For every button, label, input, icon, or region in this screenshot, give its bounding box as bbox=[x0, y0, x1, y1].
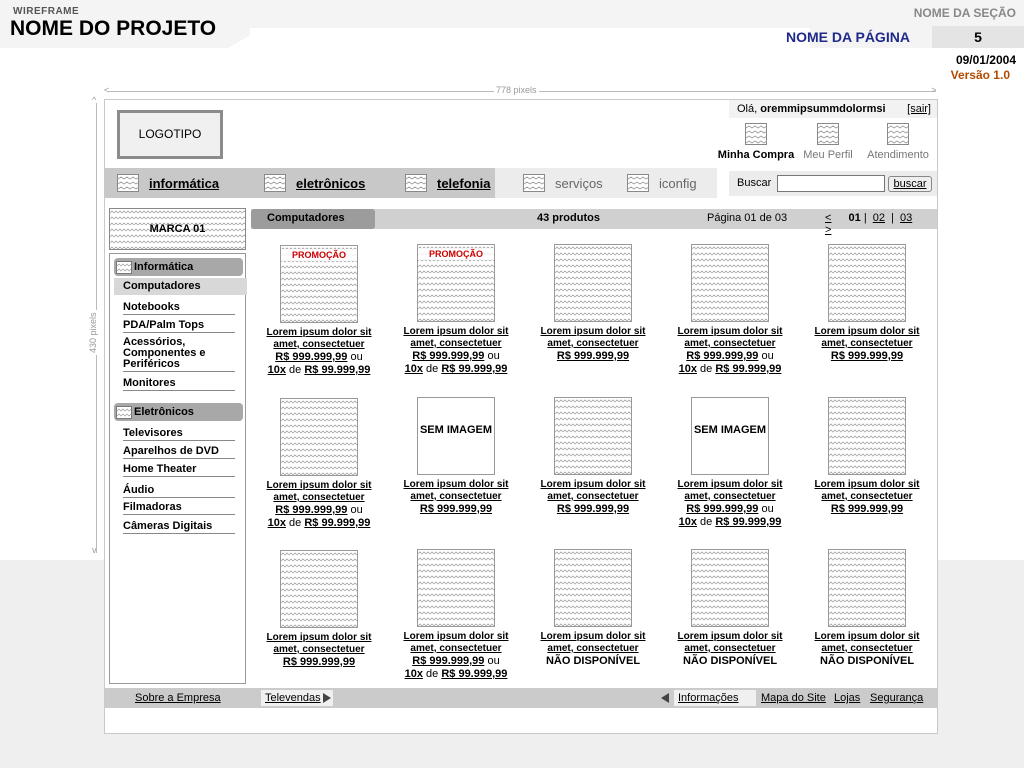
product-card[interactable] bbox=[257, 398, 381, 530]
nav-eletronicos[interactable] bbox=[264, 174, 365, 192]
search-label: Buscar bbox=[737, 177, 772, 189]
product-image[interactable] bbox=[417, 244, 495, 322]
product-desc[interactable]: Lorem ipsum dolor sit amet, consectetuer bbox=[814, 631, 920, 654]
product-price-line bbox=[257, 351, 381, 364]
product-image[interactable] bbox=[691, 244, 769, 322]
product-price-line bbox=[394, 350, 518, 363]
sidebar-item-pda[interactable]: PDA/Palm Tops bbox=[123, 320, 235, 333]
product-card[interactable] bbox=[668, 397, 792, 529]
product-image[interactable] bbox=[280, 550, 358, 628]
pager-sep: | bbox=[891, 212, 894, 224]
product-card[interactable] bbox=[668, 549, 792, 668]
product-price: R$ 999.999,99 bbox=[556, 350, 630, 362]
promo-badge: PROMOÇÃO bbox=[418, 248, 494, 260]
product-price: R$ 999.999,99 bbox=[412, 350, 485, 362]
product-desc[interactable]: Lorem ipsum dolor sit amet, consectetuer bbox=[814, 479, 920, 502]
image-placeholder-icon bbox=[829, 550, 905, 626]
width-guide-label: 778 pixels bbox=[496, 85, 537, 95]
quick-link-label: Meu Perfil bbox=[803, 149, 853, 161]
wireframe-date: 09/01/2004 bbox=[955, 53, 1016, 67]
product-price-line bbox=[668, 350, 792, 363]
sidebar-item-audio[interactable]: Áudio bbox=[123, 485, 235, 498]
user-greeting-box bbox=[729, 100, 937, 118]
product-price: R$ 999.999,99 bbox=[686, 503, 759, 515]
product-card[interactable] bbox=[257, 550, 381, 669]
width-guide-arrow-right: > bbox=[931, 85, 937, 95]
wireframe-version: Versão 1.0 bbox=[950, 68, 1010, 82]
product-price: R$ 999.999,99 bbox=[275, 504, 348, 516]
category-title: Informática bbox=[134, 261, 194, 273]
product-price: R$ 999.999,99 bbox=[830, 350, 904, 362]
sidebar-item-cameras[interactable]: Câmeras Digitais bbox=[123, 521, 235, 534]
installment-line bbox=[394, 668, 518, 681]
search-input[interactable] bbox=[777, 175, 885, 192]
category-header-informatica[interactable] bbox=[114, 258, 243, 276]
pager-next[interactable]: > bbox=[825, 224, 832, 236]
list-tab-computadores[interactable]: Computadores bbox=[251, 209, 375, 229]
wireframe-header-strip bbox=[250, 28, 810, 48]
product-price: R$ 999.999,99 bbox=[556, 503, 630, 515]
installments: 10x bbox=[267, 517, 286, 529]
installments: 10x bbox=[267, 364, 286, 376]
televendas-label: Televendas bbox=[265, 692, 321, 704]
or-text: ou bbox=[487, 350, 500, 362]
footer-link-seguranca[interactable]: Segurança bbox=[870, 692, 924, 704]
installments: 10x bbox=[678, 363, 697, 375]
product-image[interactable] bbox=[554, 244, 632, 322]
installment-line bbox=[257, 517, 381, 530]
eletronicos-icon bbox=[264, 174, 286, 192]
iconfig-icon bbox=[627, 174, 649, 192]
play-right-icon bbox=[323, 693, 331, 703]
image-placeholder-icon bbox=[692, 245, 768, 321]
promo-badge: PROMOÇÃO bbox=[281, 249, 357, 261]
product-desc[interactable]: Lorem ipsum dolor sit amet, consectetuer bbox=[403, 631, 509, 654]
no-image-label: SEM IMAGEM bbox=[693, 424, 767, 436]
product-card[interactable] bbox=[805, 244, 929, 363]
of-text: de bbox=[289, 364, 302, 376]
image-placeholder-icon bbox=[281, 551, 357, 627]
quick-link-atendimento[interactable] bbox=[861, 123, 935, 161]
product-card[interactable] bbox=[394, 244, 518, 376]
product-price: R$ 999.999,99 bbox=[830, 503, 904, 515]
product-desc[interactable]: Lorem ipsum dolor sit amet, consectetuer bbox=[540, 479, 646, 502]
product-price: R$ 999.999,99 bbox=[282, 656, 356, 668]
installments: 10x bbox=[404, 363, 423, 375]
unavailable-label: NÃO DISPONÍVEL bbox=[545, 655, 641, 667]
image-placeholder-icon bbox=[555, 245, 631, 321]
product-image[interactable] bbox=[828, 397, 906, 475]
username: oremmipsummdolormsi bbox=[760, 103, 886, 115]
image-placeholder-icon bbox=[829, 398, 905, 474]
of-text: de bbox=[426, 363, 439, 375]
quick-link-label: Minha Compra bbox=[717, 149, 795, 161]
product-desc[interactable]: Lorem ipsum dolor sit amet, consectetuer bbox=[403, 479, 509, 502]
installment-price: R$ 99.999,99 bbox=[715, 363, 782, 375]
logout-link[interactable]: [sair] bbox=[907, 103, 931, 115]
section-name: NOME DA SEÇÃO bbox=[913, 6, 1016, 20]
cart-icon bbox=[745, 123, 767, 145]
installment-price: R$ 99.999,99 bbox=[441, 668, 508, 680]
nav-label: serviços bbox=[555, 175, 603, 191]
image-placeholder-icon bbox=[555, 398, 631, 474]
nav-label: iconfig bbox=[659, 175, 697, 191]
image-placeholder-icon bbox=[418, 550, 494, 626]
nav-label: informática bbox=[149, 175, 220, 191]
product-desc[interactable]: Lorem ipsum dolor sit amet, consectetuer bbox=[677, 479, 783, 502]
no-image-label: SEM IMAGEM bbox=[419, 424, 493, 436]
installment-line bbox=[394, 363, 518, 376]
search-box bbox=[729, 171, 937, 196]
or-text: ou bbox=[350, 351, 363, 363]
page-name: NOME DA PÁGINA bbox=[786, 29, 910, 45]
of-text: de bbox=[426, 668, 439, 680]
brand-label: MARCA 01 bbox=[149, 223, 206, 235]
product-image[interactable] bbox=[691, 549, 769, 627]
play-left-icon bbox=[661, 693, 669, 703]
sidebar-item-monitores[interactable]: Monitores bbox=[123, 378, 235, 391]
nav-label: eletrônicos bbox=[296, 175, 366, 191]
product-image[interactable] bbox=[554, 397, 632, 475]
footer-link-sobre[interactable]: Sobre a Empresa bbox=[135, 692, 221, 704]
footer-bar bbox=[105, 688, 937, 708]
category-header-eletronicos[interactable] bbox=[114, 403, 243, 421]
or-text: ou bbox=[350, 504, 363, 516]
logo-placeholder[interactable]: LOGOTIPO bbox=[117, 110, 223, 159]
product-desc[interactable]: Lorem ipsum dolor sit amet, consectetuer bbox=[814, 326, 920, 349]
pager-current: 01 bbox=[848, 212, 861, 224]
installments: 10x bbox=[404, 668, 423, 680]
unavailable-label: NÃO DISPONÍVEL bbox=[819, 655, 915, 667]
user-greeting bbox=[737, 100, 886, 118]
product-price-line bbox=[668, 503, 792, 516]
quick-link-meu-perfil[interactable] bbox=[798, 123, 858, 161]
eletronicos-category-icon bbox=[116, 406, 132, 419]
quick-link-minha-compra[interactable] bbox=[711, 123, 801, 161]
product-card[interactable] bbox=[668, 244, 792, 376]
of-text: de bbox=[700, 516, 713, 528]
product-desc[interactable]: Lorem ipsum dolor sit amet, consectetuer bbox=[266, 327, 372, 350]
image-placeholder-icon bbox=[692, 550, 768, 626]
sidebar-item-acessorios[interactable]: Acessórios, Componentes e Periféricos bbox=[123, 337, 235, 372]
product-card[interactable] bbox=[394, 549, 518, 681]
height-guide-arrow-top: ^ bbox=[92, 95, 97, 105]
product-card[interactable] bbox=[257, 245, 381, 377]
unavailable-label: NÃO DISPONÍVEL bbox=[682, 655, 778, 667]
installment-price: R$ 99.999,99 bbox=[304, 364, 371, 376]
footer-informacoes[interactable] bbox=[674, 690, 756, 706]
product-desc[interactable]: Lorem ipsum dolor sit amet, consectetuer bbox=[266, 632, 372, 655]
installment-line bbox=[257, 364, 381, 377]
sidebar-item-televisores[interactable]: Televisores bbox=[123, 428, 235, 441]
profile-icon bbox=[817, 123, 839, 145]
installments: 10x bbox=[678, 516, 697, 528]
footer-link-mapa[interactable]: Mapa do Site bbox=[761, 692, 826, 704]
pager-sep: | bbox=[863, 212, 867, 224]
telefonia-icon bbox=[405, 174, 427, 192]
product-card[interactable] bbox=[531, 397, 655, 516]
search-button[interactable]: buscar bbox=[888, 176, 932, 192]
page-number: 5 bbox=[932, 26, 1024, 48]
pager-prev[interactable]: < bbox=[825, 212, 832, 224]
product-price-line bbox=[394, 655, 518, 668]
product-image[interactable] bbox=[417, 549, 495, 627]
informacoes-label: Informações bbox=[678, 692, 739, 704]
greeting-text: Olá, bbox=[737, 103, 758, 115]
sidebar-item-notebooks[interactable]: Notebooks bbox=[123, 302, 235, 315]
sidebar-item-dvd[interactable]: Aparelhos de DVD bbox=[123, 446, 235, 459]
category-title: Eletrônicos bbox=[134, 406, 194, 418]
product-desc[interactable]: Lorem ipsum dolor sit amet, consectetuer bbox=[266, 480, 372, 503]
product-price: R$ 999.999,99 bbox=[412, 655, 485, 667]
product-image[interactable] bbox=[280, 398, 358, 476]
product-image[interactable] bbox=[691, 397, 769, 475]
image-placeholder-icon bbox=[281, 399, 357, 475]
support-icon bbox=[887, 123, 909, 145]
product-card[interactable] bbox=[805, 397, 929, 516]
product-desc[interactable]: Lorem ipsum dolor sit amet, consectetuer bbox=[677, 326, 783, 349]
product-desc[interactable]: Lorem ipsum dolor sit amet, consectetuer bbox=[540, 326, 646, 349]
installment-price: R$ 99.999,99 bbox=[715, 516, 782, 528]
product-desc[interactable]: Lorem ipsum dolor sit amet, consectetuer bbox=[540, 631, 646, 654]
pager-page-3[interactable]: 03 bbox=[899, 212, 913, 224]
image-placeholder-icon bbox=[829, 245, 905, 321]
image-placeholder-icon bbox=[555, 550, 631, 626]
product-image[interactable] bbox=[554, 549, 632, 627]
page-frame bbox=[104, 99, 938, 734]
page-info: Página 01 de 03 bbox=[707, 212, 788, 224]
product-desc[interactable]: Lorem ipsum dolor sit amet, consectetuer bbox=[403, 326, 509, 349]
footer-link-lojas[interactable]: Lojas bbox=[834, 692, 861, 704]
product-list-bar bbox=[251, 209, 937, 236]
installment-line bbox=[668, 516, 792, 529]
height-guide-arrow-bottom: v bbox=[92, 545, 97, 555]
nav-servicos[interactable] bbox=[523, 174, 603, 192]
width-guide-arrow-left: < bbox=[104, 85, 110, 95]
installment-line bbox=[668, 363, 792, 376]
informatica-category-icon bbox=[116, 261, 132, 274]
product-card[interactable] bbox=[531, 549, 655, 668]
nav-informatica[interactable] bbox=[117, 174, 219, 192]
product-price: R$ 999.999,99 bbox=[275, 351, 348, 363]
height-guide-label: 430 pixels bbox=[88, 312, 98, 353]
product-image[interactable] bbox=[280, 245, 358, 323]
product-image[interactable] bbox=[417, 397, 495, 475]
product-count: 43 produtos bbox=[537, 212, 600, 224]
installment-price: R$ 99.999,99 bbox=[441, 363, 508, 375]
pager-page-2[interactable]: 02 bbox=[872, 212, 885, 224]
product-card[interactable] bbox=[394, 397, 518, 516]
nav-label: telefonia bbox=[437, 175, 491, 191]
product-image[interactable] bbox=[828, 244, 906, 322]
product-price: R$ 999.999,99 bbox=[419, 503, 493, 515]
product-price-line bbox=[257, 504, 381, 517]
installment-price: R$ 99.999,99 bbox=[304, 517, 371, 529]
brand-banner[interactable] bbox=[109, 208, 246, 250]
footer-televendas[interactable] bbox=[261, 690, 333, 706]
project-title: NOME DO PROJETO bbox=[10, 17, 217, 40]
of-text: de bbox=[700, 363, 713, 375]
sidebar-item-computadores[interactable]: Computadores bbox=[114, 278, 247, 295]
or-text: ou bbox=[487, 655, 500, 667]
product-card[interactable] bbox=[805, 549, 929, 668]
pagination bbox=[825, 212, 937, 236]
nav-iconfig[interactable] bbox=[627, 174, 697, 192]
product-image[interactable] bbox=[828, 549, 906, 627]
product-desc[interactable]: Lorem ipsum dolor sit amet, consectetuer bbox=[677, 631, 783, 654]
or-text: ou bbox=[761, 503, 774, 515]
product-card[interactable] bbox=[531, 244, 655, 363]
sidebar-item-filmadoras[interactable]: Filmadoras bbox=[123, 502, 235, 515]
of-text: de bbox=[289, 517, 302, 529]
product-price: R$ 999.999,99 bbox=[686, 350, 759, 362]
informatica-icon bbox=[117, 174, 139, 192]
category-sidebar bbox=[109, 253, 246, 684]
or-text: ou bbox=[761, 350, 774, 362]
nav-telefonia[interactable] bbox=[405, 174, 490, 192]
quick-link-label: Atendimento bbox=[867, 149, 929, 161]
servicos-icon bbox=[523, 174, 545, 192]
sidebar-item-home-theater[interactable]: Home Theater bbox=[123, 464, 235, 477]
wireframe-label: WIREFRAME bbox=[13, 6, 80, 17]
